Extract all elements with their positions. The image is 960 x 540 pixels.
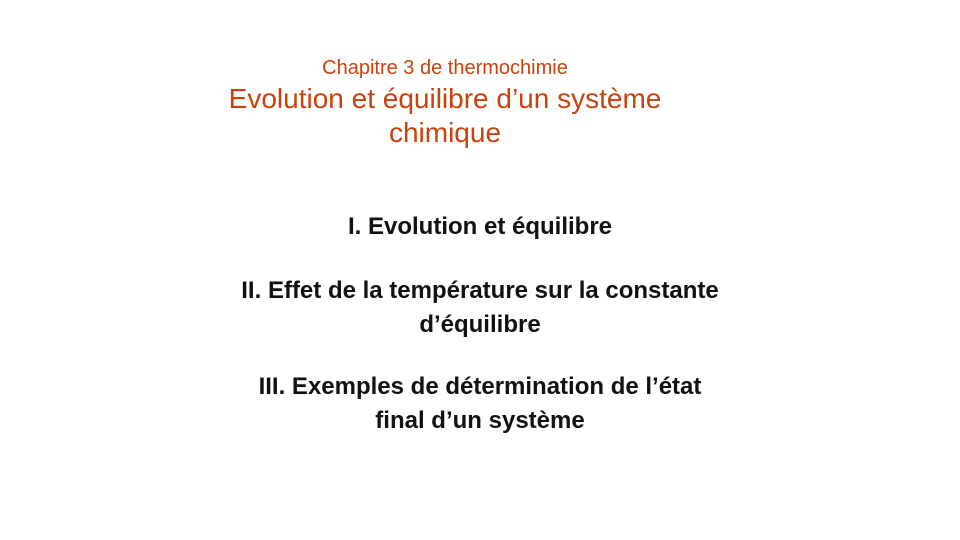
chapter-label: Chapitre 3 de thermochimie bbox=[322, 57, 568, 79]
slide-title bbox=[145, 82, 745, 150]
outline-item-1 bbox=[0, 210, 960, 244]
outline-item-3-line-1: III. Exemples de détermination de l’état bbox=[258, 373, 702, 400]
outline-item-1-line-1: I. Evolution et équilibre bbox=[347, 213, 613, 240]
outline-item-3-line-2: final d’un système bbox=[375, 407, 585, 434]
title-block bbox=[145, 54, 745, 150]
outline-item-2 bbox=[0, 274, 960, 342]
outline-item-2-line-2: d’équilibre bbox=[419, 311, 541, 338]
outline-item-3 bbox=[0, 370, 960, 438]
outline-item-2-line-1: II. Effet de la température sur la constante bbox=[241, 277, 719, 304]
slide-title-line-2: chimique bbox=[388, 117, 502, 148]
slide-title-line-1: Evolution et équilibre d’un système bbox=[228, 83, 662, 114]
